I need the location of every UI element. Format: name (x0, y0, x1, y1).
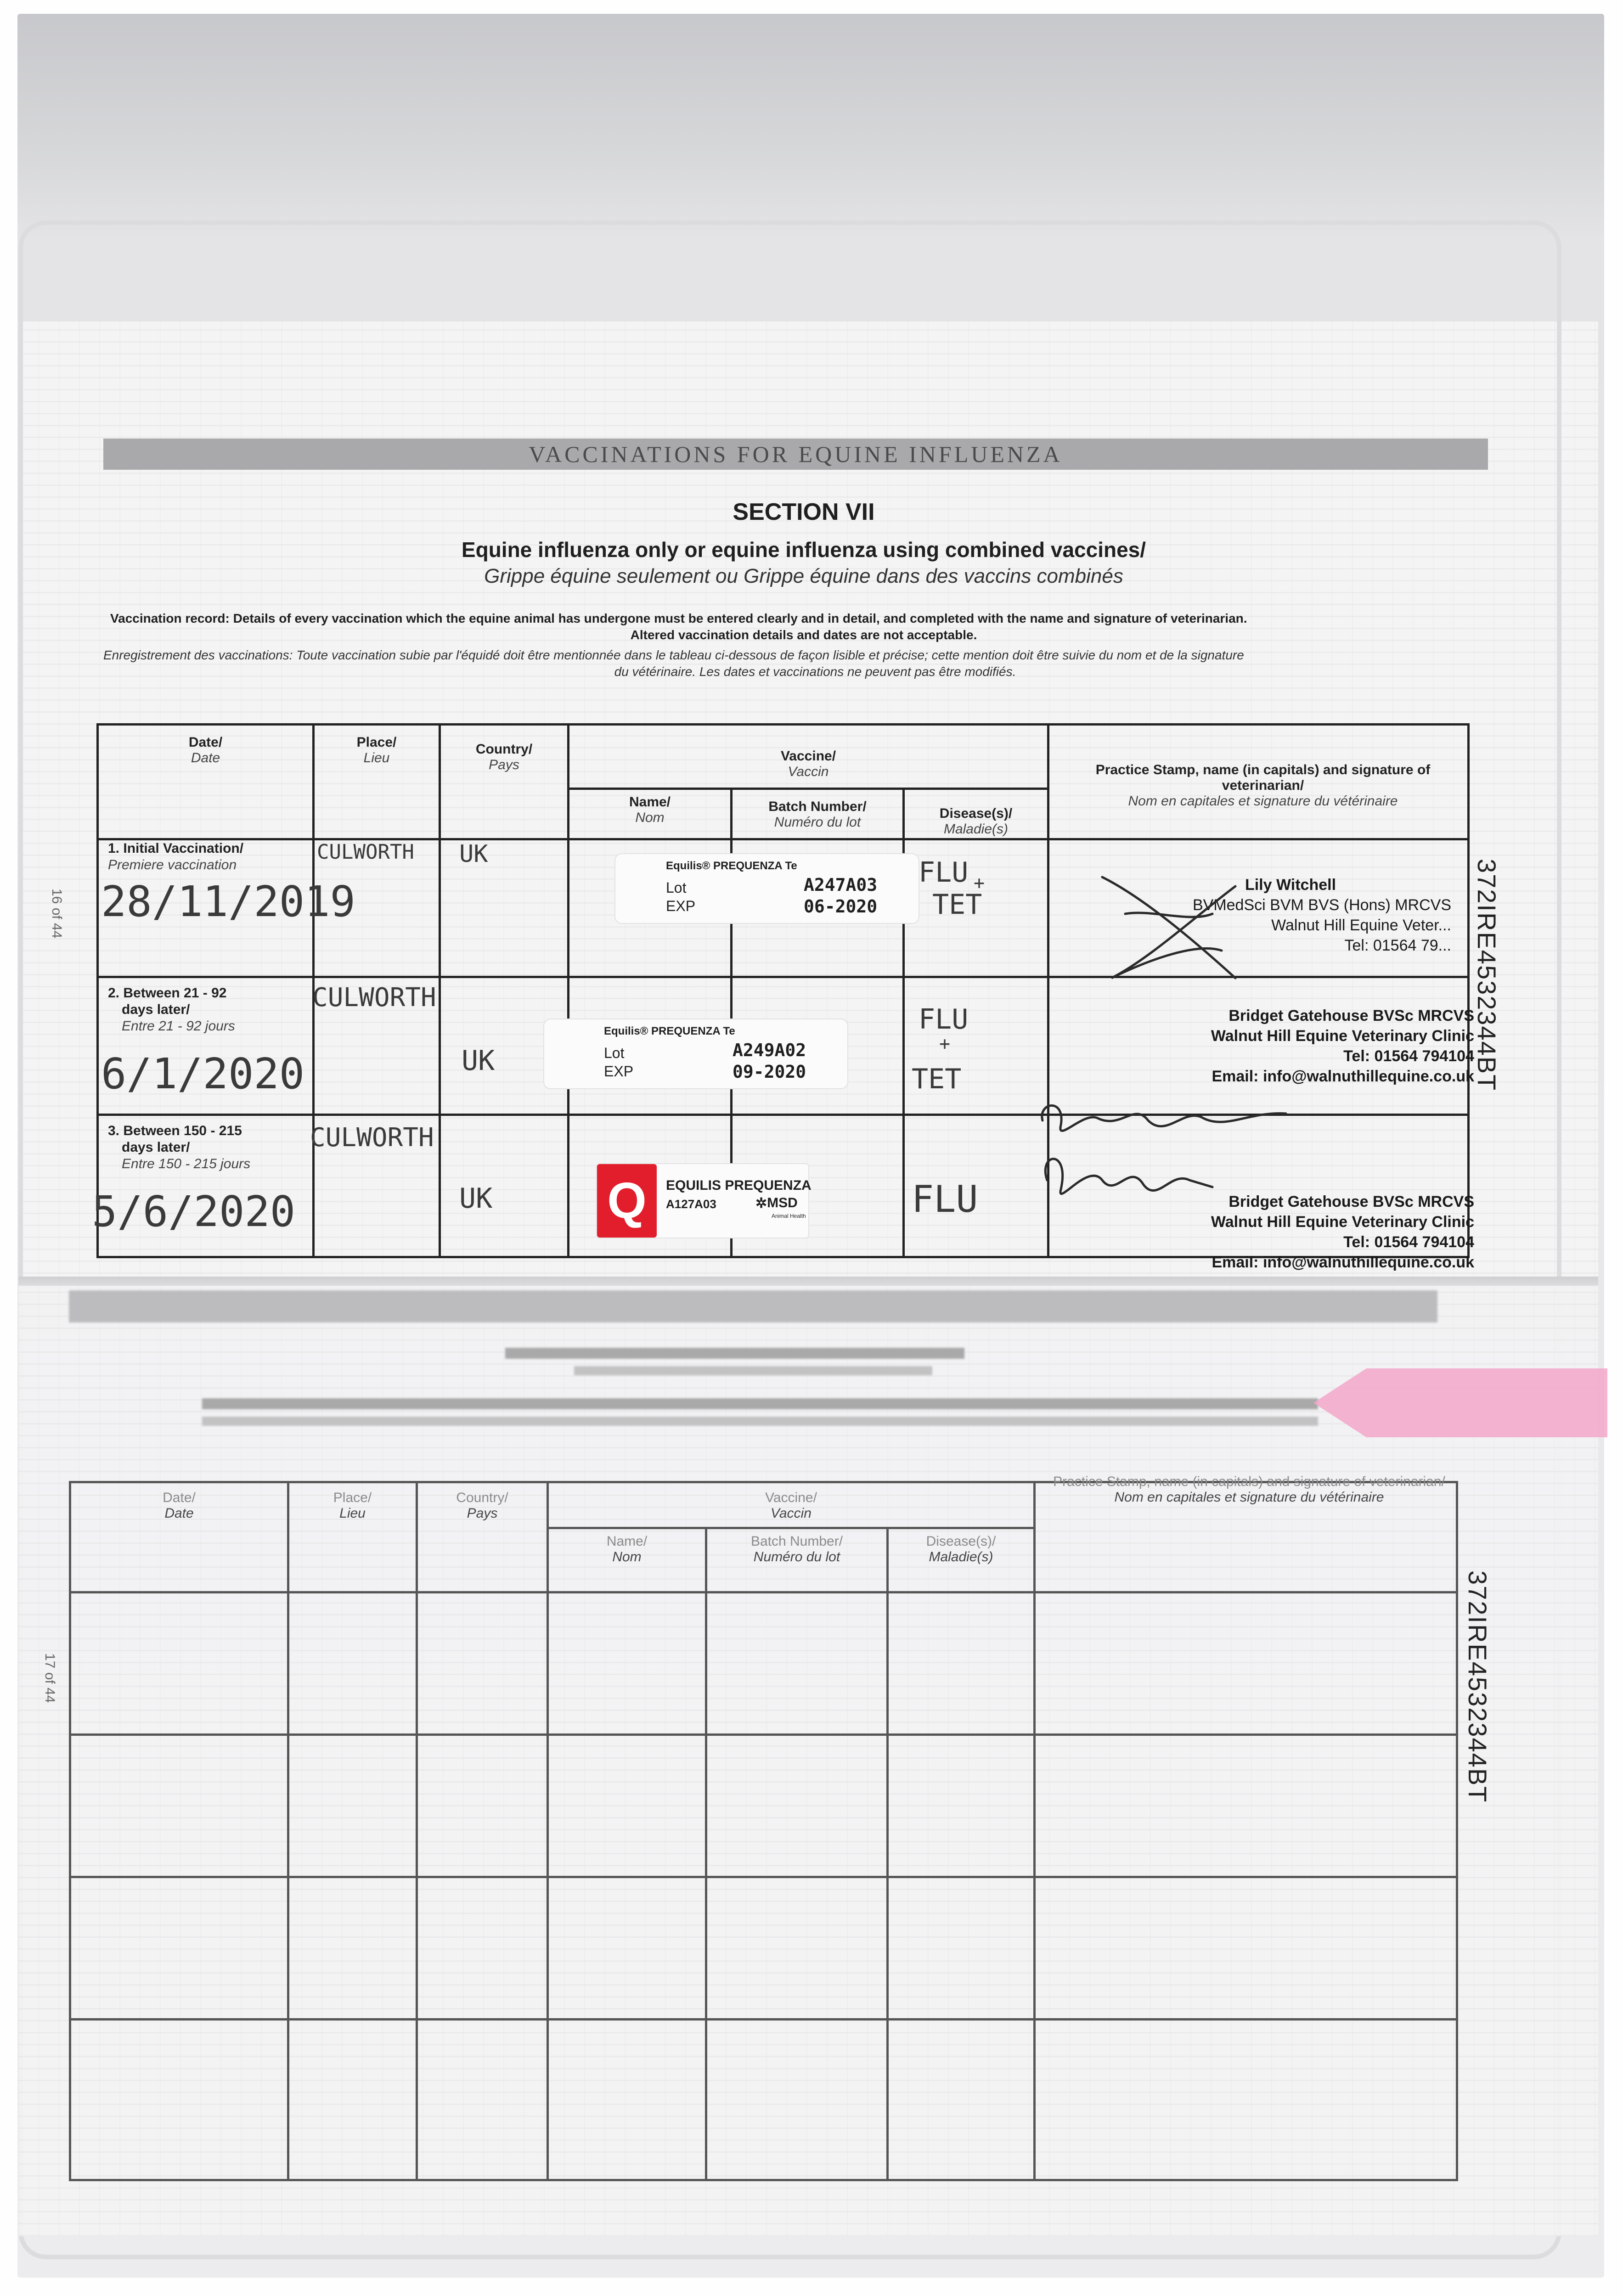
page-number-17: 17 of 44 (42, 1653, 57, 1703)
row-3-place: CULWORTH (310, 1123, 434, 1153)
row-3-disease-1: FLU (912, 1178, 978, 1221)
msd-logo-icon: ✲ MSD (755, 1195, 798, 1211)
col-disease-header: Disease(s)/ Maladie(s) (939, 806, 1013, 837)
q-logo-icon: Q (597, 1164, 657, 1238)
lower-col-date-header: Date/ Date (163, 1490, 196, 1521)
lower-col-batch-header: Batch Number/ Numéro du lot (750, 1534, 843, 1564)
lower-faded-text-2 (574, 1366, 932, 1375)
lower-faded-text-1 (505, 1348, 964, 1359)
row-1-vaccine-sticker: Equilis® PREQUENZA Te Lot EXP A247A03 06-2020 (615, 854, 919, 923)
row-3-vet-stamp: Bridget Gatehouse BVSc MRCVS Walnut Hill Equine Veterinary Clinic Tel: 01564 794104 Email: info@walnuthillequine.co.uk (1211, 1193, 1474, 1271)
col-name-header: Name/ Nom (629, 794, 671, 825)
lower-col-vaccine-header: Vaccine/ Vaccin (765, 1490, 817, 1521)
row-2-place: CULWORTH (312, 983, 436, 1013)
lower-col-disease-header: Disease(s)/ Maladie(s) (926, 1534, 996, 1564)
row-1-disease-2: TET (932, 889, 982, 921)
row-2-vet-stamp: Bridget Gatehouse BVSc MRCVS Walnut Hill Equine Veterinary Clinic Tel: 01564 794104 Email: info@walnuthillequine.co.uk (1211, 1007, 1474, 1085)
row-2-disease-2: TET (912, 1063, 962, 1095)
col-date-header: Date/ Date (188, 735, 223, 765)
row-2-disease-plus: + (939, 1033, 951, 1054)
instruction-english-2: Altered vaccination details and dates are not acceptable. (630, 628, 977, 642)
page-number-16: 16 of 44 (49, 889, 64, 939)
horse-id-upper: 372IRE4532344BT (1472, 859, 1501, 1092)
row-3-vaccine-sticker: Q EQUILIS PREQUENZA A127A03 ✲ MSD Animal Health (597, 1164, 808, 1238)
lower-faded-text-4 (202, 1417, 1318, 1426)
lower-col-place-header: Place/ Lieu (333, 1490, 372, 1521)
row-2-country: UK (462, 1045, 495, 1077)
row-1-place: CULWORTH (317, 840, 414, 864)
row-3-country: UK (459, 1182, 493, 1215)
horse-id-lower: 372IRE4532344BT (1463, 1570, 1492, 1803)
col-vaccine-header: Vaccine/ Vaccin (780, 748, 836, 779)
lower-col-stamp-header: Practice Stamp, name (in capitals) and signature of veterinarian/ Nom en capitales et signature du vétérinaire (1053, 1474, 1445, 1505)
instruction-english: Vaccination record: Details of every vaccination which the equine animal has undergone must be entered clearly and in detail, and completed with the name and signature of veterinarian. (110, 611, 1247, 625)
lower-col-country-header: Country/ Pays (456, 1490, 508, 1521)
row-3-date: 5/6/2020 (92, 1187, 296, 1236)
row-2-disease-1: FLU (919, 1003, 969, 1035)
section-title: SECTION VII (733, 499, 875, 525)
instruction-french: Enregistrement des vaccinations: Toute vaccination subie par l'équidé doit être mentionnée dans le tableau ci-dessous de façon lisible et précise; cette mention doit être suivie du nom et de la signature (103, 648, 1244, 662)
row-1-country: UK (459, 840, 488, 868)
lower-col-name-header: Name/ Nom (606, 1534, 648, 1564)
col-batch-header: Batch Number/ Numéro du lot (768, 799, 867, 830)
col-place-header: Place/ Lieu (356, 735, 397, 765)
row-2-label: 2. Between 21 - 92 days later/ Entre 21 - 92 jours (108, 985, 235, 1034)
row-2-date: 6/1/2020 (101, 1049, 305, 1098)
row-1-disease-1: FLU (919, 856, 969, 889)
row-1-date: 28/11/2019 (101, 877, 355, 926)
col-stamp-header: Practice Stamp, name (in capitals) and signature of veterinarian/ Nom en capitales et signature du vétérinaire (1095, 762, 1431, 809)
row-3-label: 3. Between 150 - 215 days later/ Entre 150 - 215 jours (108, 1123, 251, 1171)
col-country-header: Country/ Pays (475, 742, 533, 772)
heading-english: Equine influenza only or equine influenza using combined vaccines/ (461, 538, 1146, 562)
row-1-disease-plus: + (974, 872, 985, 894)
instruction-french-2: du vétérinaire. Les dates et vaccinations ne peuvent pas être modifiés. (614, 664, 1016, 679)
row-2-vaccine-sticker: Equilis® PREQUENZA Te Lot EXP A249A02 09-2020 (544, 1019, 847, 1088)
row-1-vet-signature (1084, 859, 1258, 996)
row-2-vet-signature (1029, 1093, 1313, 1148)
lower-faded-text-3 (202, 1398, 1318, 1409)
row-1-label: 1. Initial Vaccination/ Premiere vaccination (108, 841, 244, 872)
lower-faded-banner (69, 1290, 1437, 1322)
heading-french: Grippe équine seulement ou Grippe équine dans des vaccins combinés (484, 565, 1123, 587)
row-1-vet-stamp: Lily Witchell BVMedSci BVM BVS (Hons) MRCVS Walnut Hill Equine Veter... Tel: 01564 79... (1192, 876, 1451, 954)
section-banner: VACCINATIONS FOR EQUINE INFLUENZA (103, 439, 1488, 470)
pink-page-marker-tab[interactable] (1313, 1368, 1607, 1437)
